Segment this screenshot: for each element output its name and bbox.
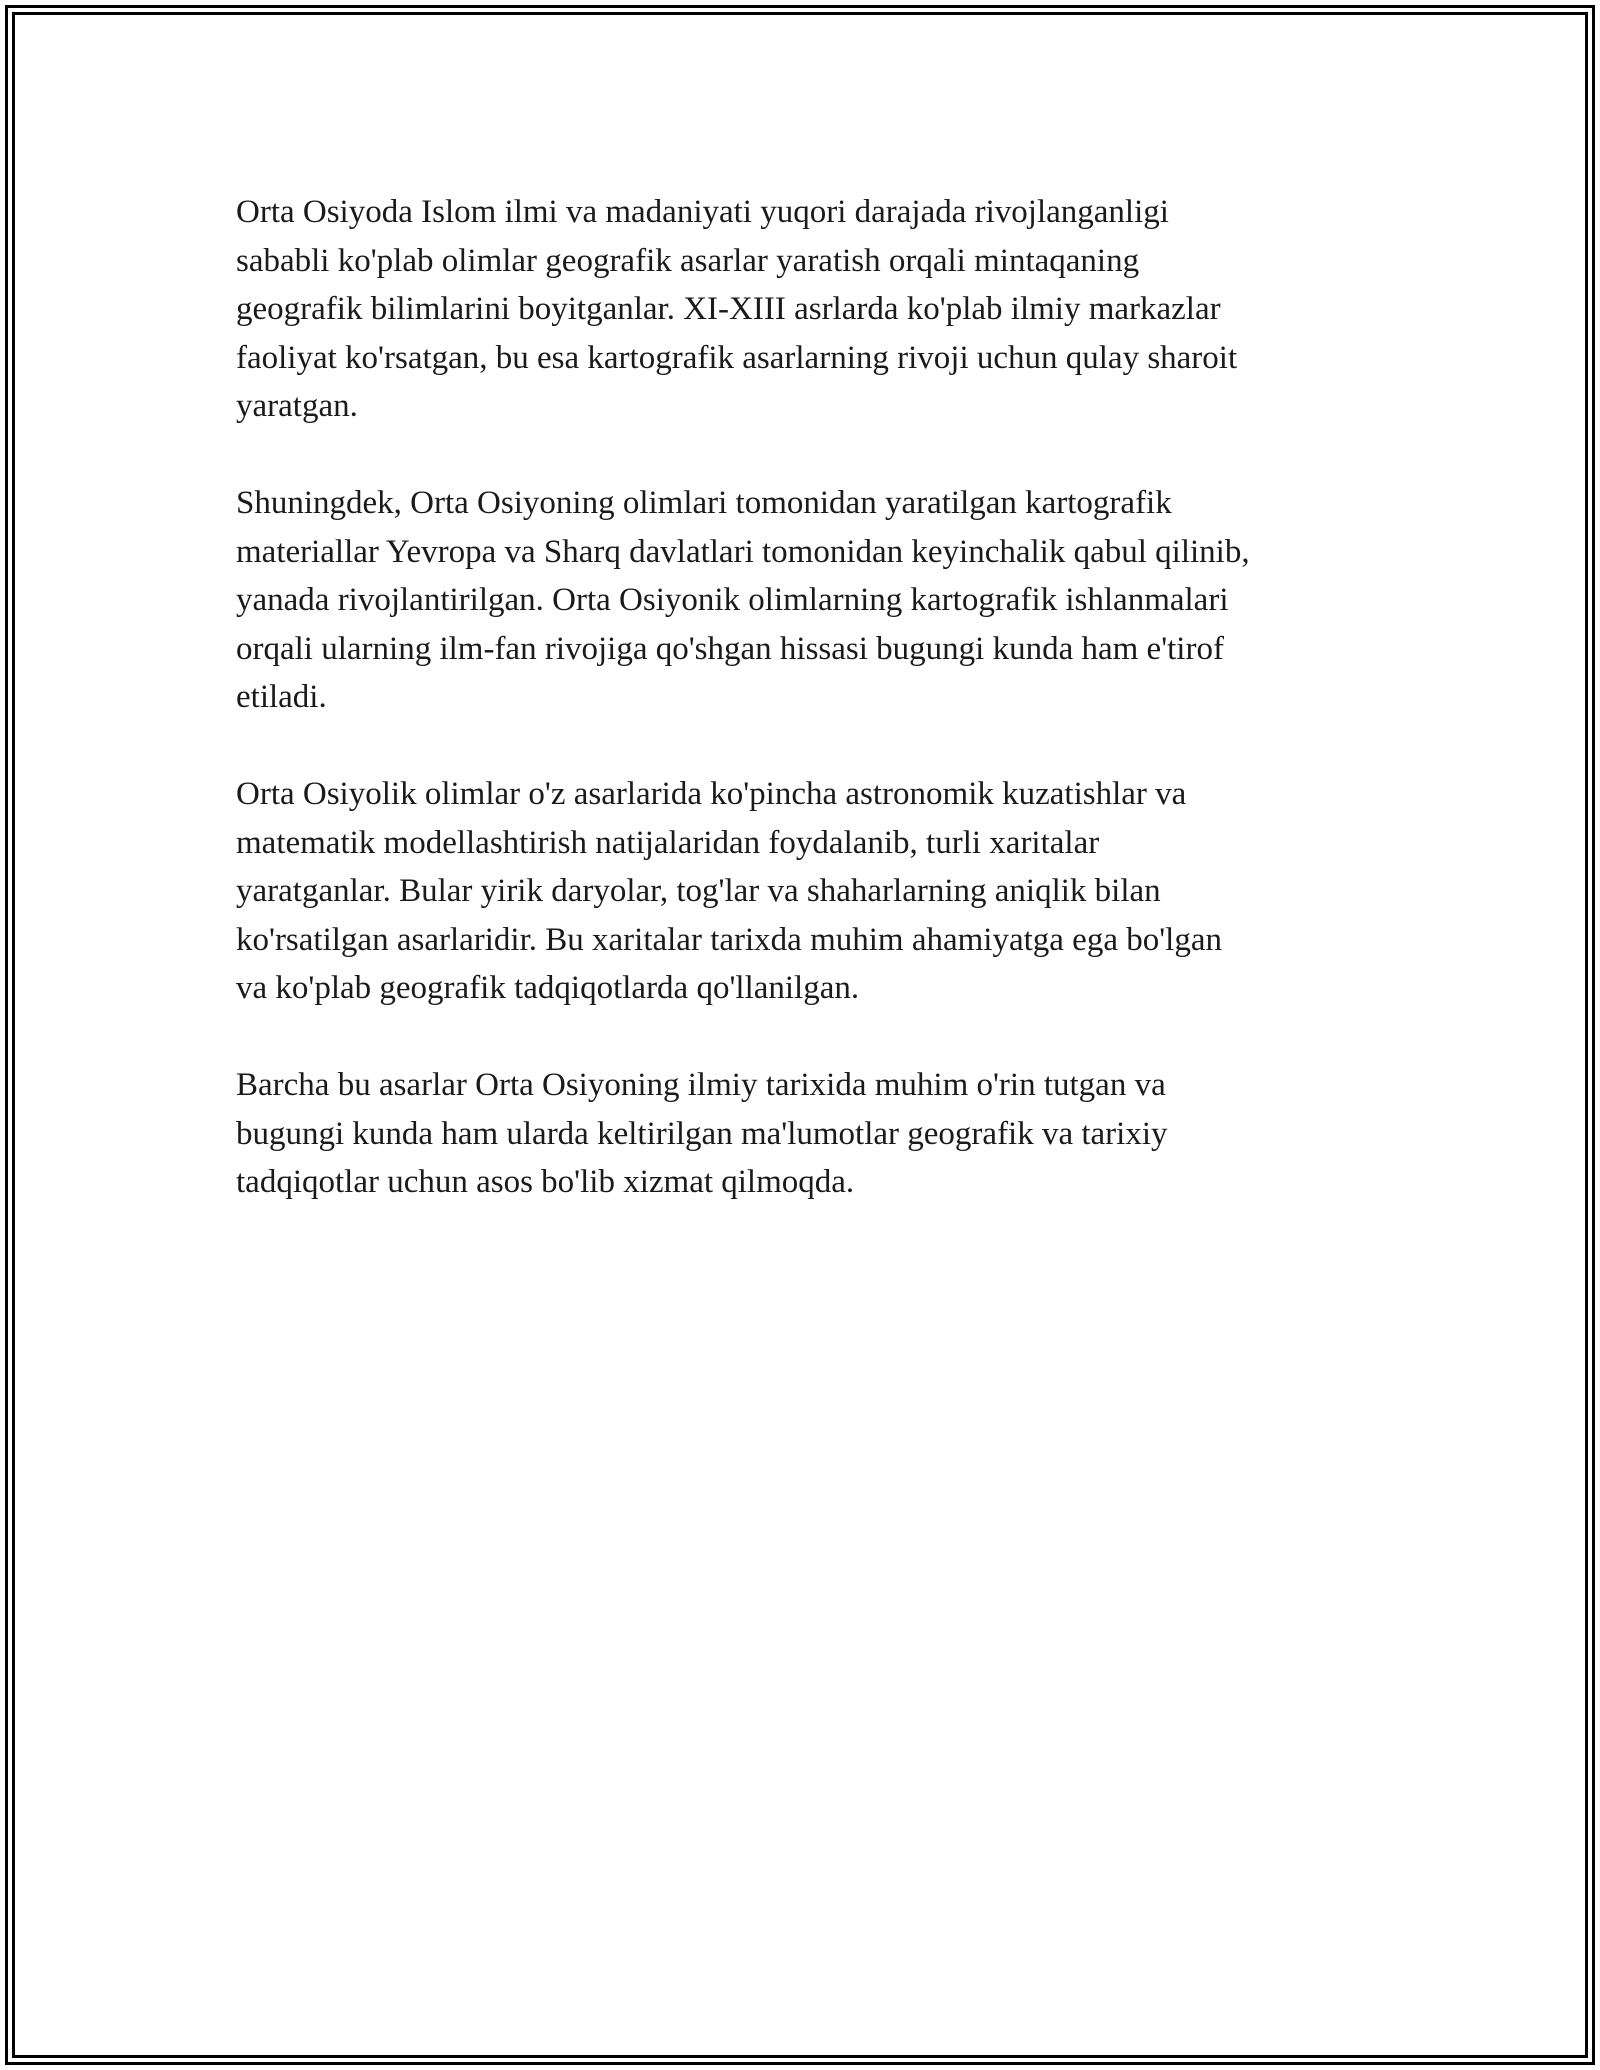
paragraph-4: Barcha bu asarlar Orta Osiyoning ilmiy tarixida muhim o'rin tutgan va bugungi kunda ham ularda keltirilgan ma'lumotlar geografik va tarixiy tadqiqotlar uchun asos bo'lib xizmat qilmoqda. xyxy=(236,1067,1168,1200)
paragraph-2: Shuningdek, Orta Osiyoning olimlari tomonidan yaratilgan kartografik materiallar Yevropa va Sharq davlatlari tomonidan keyinchalik qabul qilinib, yanada rivojlantirilgan. Orta Osiyonik olimlarning kartografik ishlanmalari orqali ularning ilm-fan rivojiga qo'shgan hissasi bugungi kunda ham e'tirof etiladi. xyxy=(236,485,1250,715)
paragraph-3: Orta Osiyolik olimlar o'z asarlarida ko'pincha astronomik kuzatishlar va matematik modellashtirish natijalaridan foydalanib, turli xaritalar yaratganlar. Bular yirik daryolar, tog'lar va shaharlarning aniqlik bilan ko'rsatilgan asarlaridir. Bu xaritalar tarixda muhim ahamiyatga ega bo'lgan va ko'plab geografik tadqiqotlarda qo'llanilgan. xyxy=(236,776,1222,1006)
document-body xyxy=(236,188,1376,1207)
paragraph-1: Orta Osiyoda Islom ilmi va madaniyati yuqori darajada rivojlanganligi sababli ko'plab olimlar geografik asarlar yaratish orqali mintaqaning geografik bilimlarini boyitganlar. XI-XIII asrlarda ko'plab ilmiy markazlar faoliyat ko'rsatgan, bu esa kartografik asarlarning rivoji uchun qulay sharoit yaratgan. xyxy=(236,194,1238,424)
